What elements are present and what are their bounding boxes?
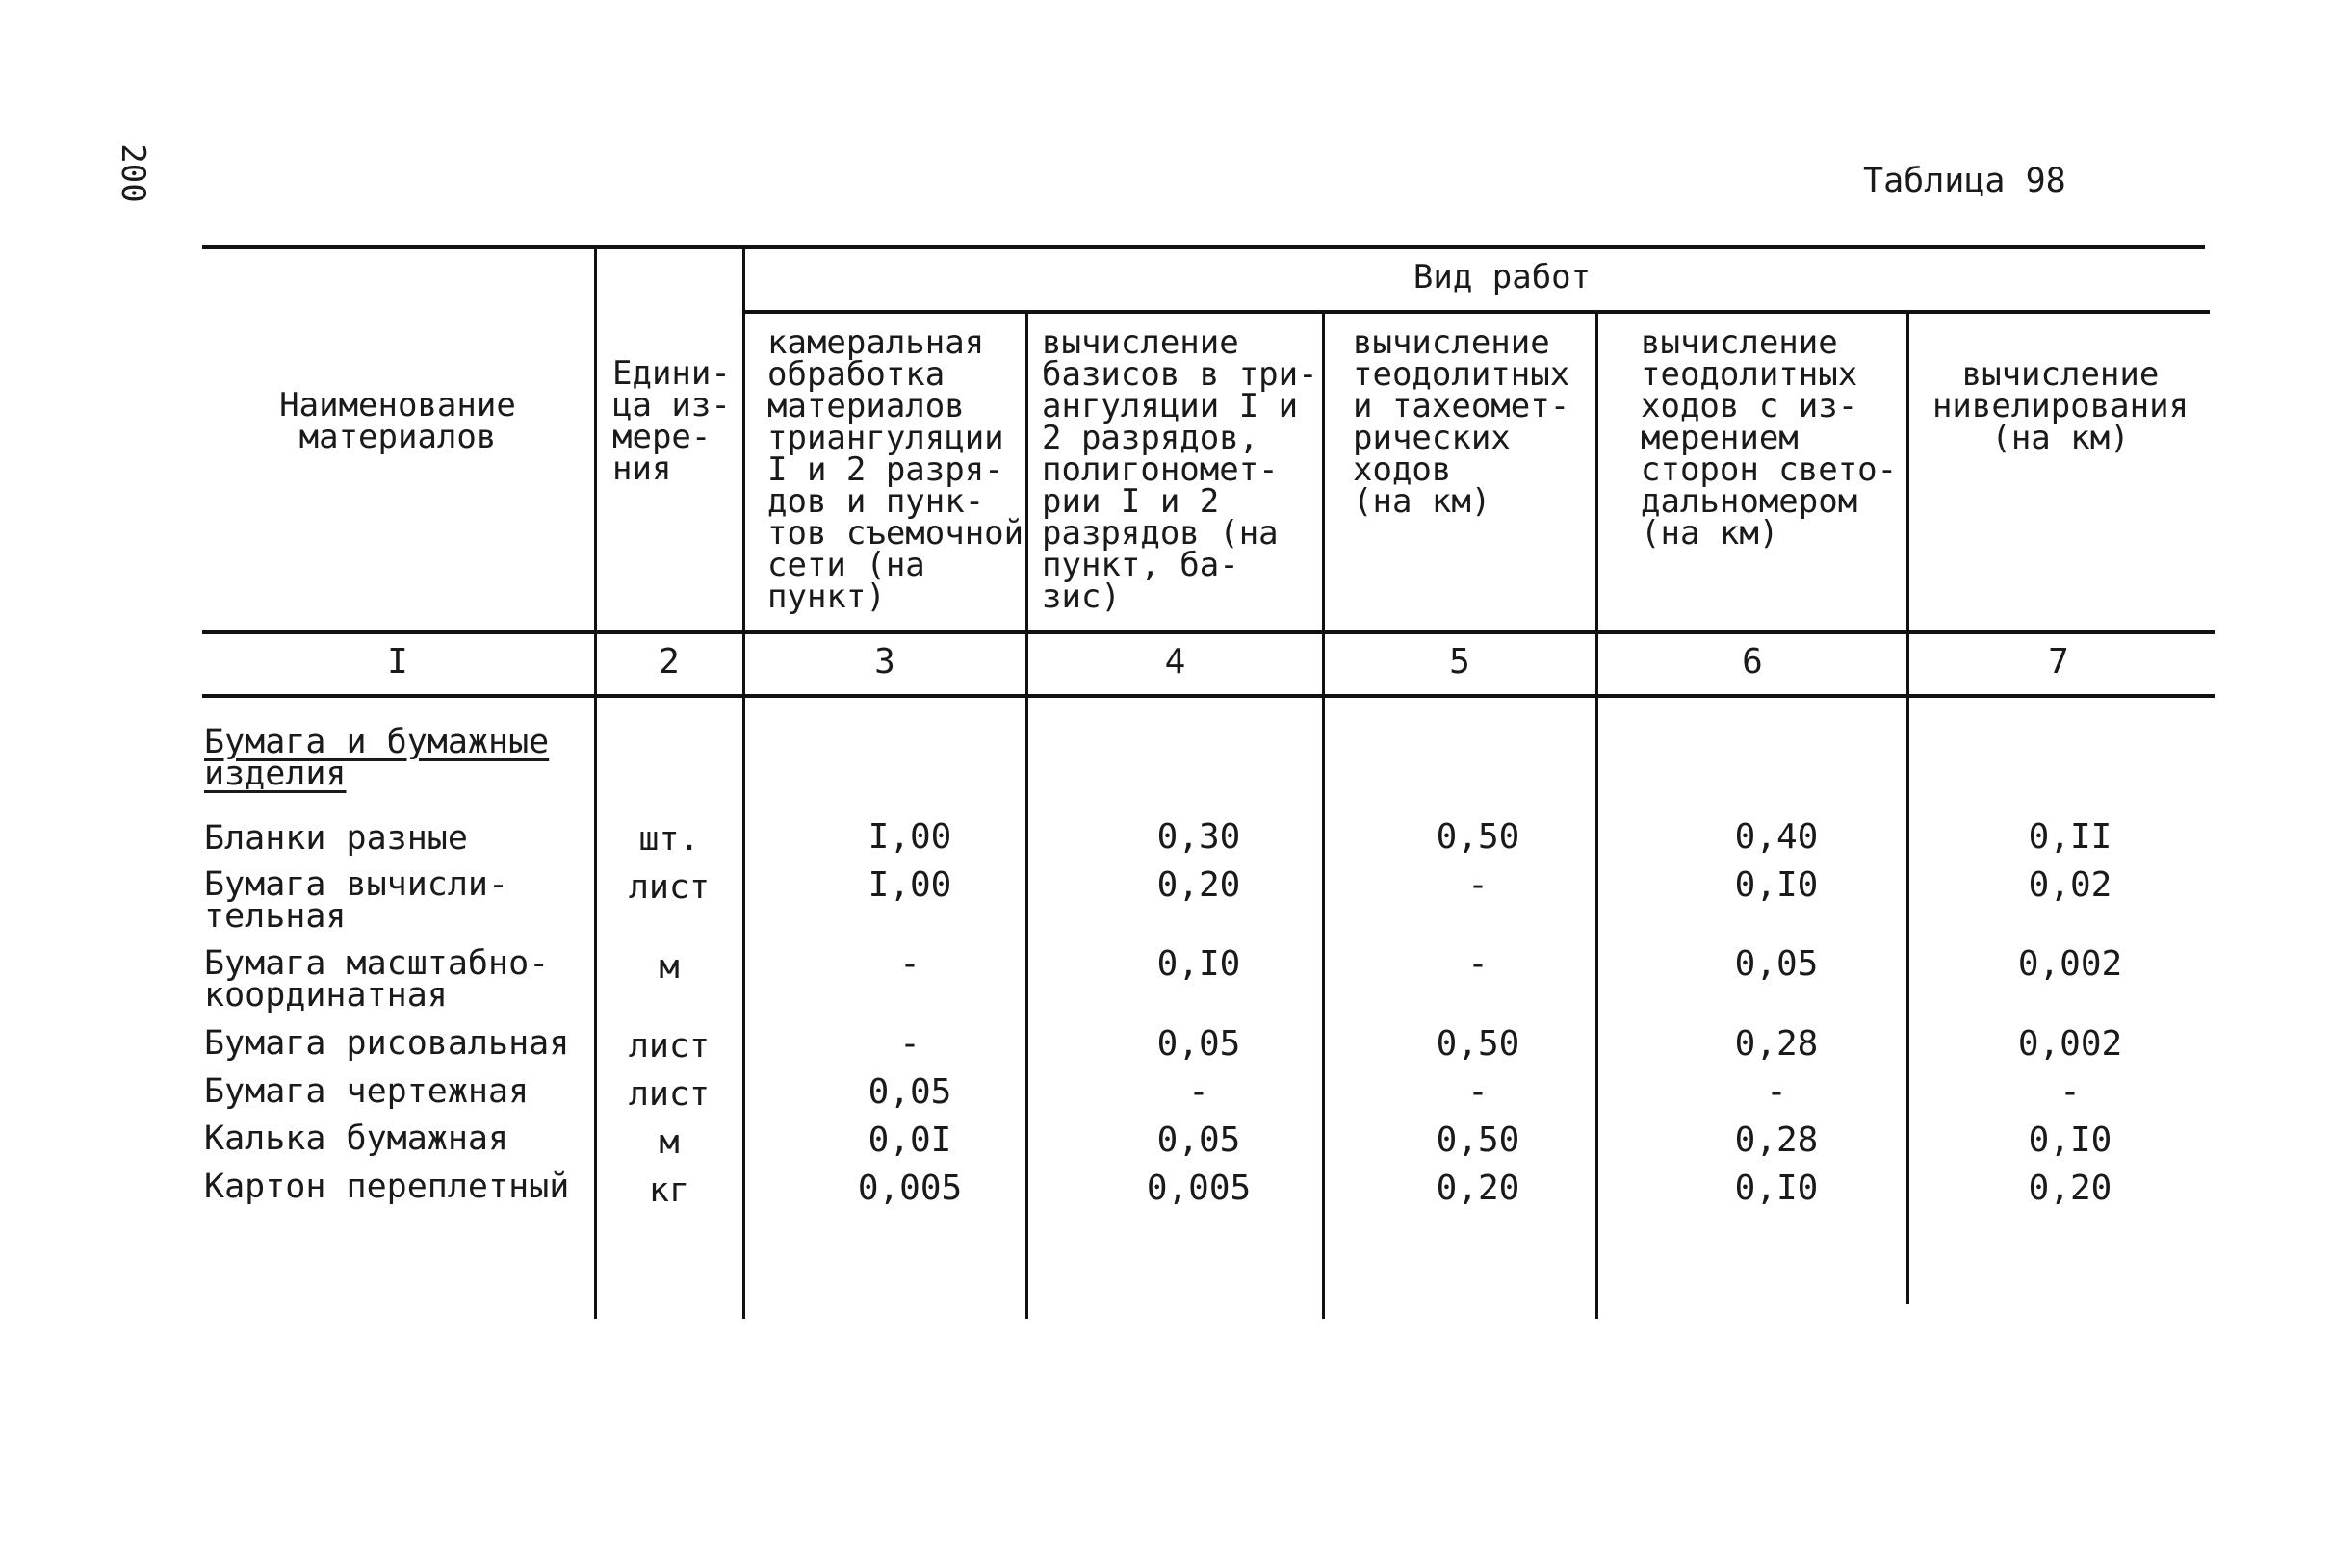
column-number: 2 [659,642,680,681]
row-value-col4: 0,20 [1156,865,1241,905]
row-value-col4: 0,005 [1146,1169,1252,1208]
section-title: Бумага и бумажные изделия [204,723,550,793]
row-value-col7: 0,II [2028,817,2112,857]
row-value-col3: I,00 [868,817,952,857]
row-value-col4: 0,05 [1156,1024,1241,1064]
row-name: Картон переплетный [204,1168,570,1206]
row-value-col7: 0,I0 [2028,1120,2112,1160]
header-name: Наименование материалов [279,386,516,456]
table-top-rule [202,245,2205,249]
row-value-col4: 0,05 [1156,1120,1241,1160]
row-value-col5: - [1467,865,1489,905]
column-divider [742,248,745,1319]
row-value-col6: 0,40 [1734,817,1819,857]
row-name: Калька бумажная [204,1119,509,1158]
row-unit: м [659,1123,680,1162]
page-number: 200 [114,143,152,203]
header-group: Вид работ [1412,258,1592,296]
header-bottom-rule [202,630,2215,634]
row-unit: лист [628,1075,711,1114]
table-title: Таблица 98 [1863,162,2066,200]
header-col3: камеральная обработка материалов триангуляции I и 2 разря- дов и пунк- тов съемочной сети (на пункт) [767,323,1024,616]
row-value-col3: 0,0I [868,1120,952,1160]
row-value-col7: 0,02 [2028,865,2112,905]
row-value-col5: 0,50 [1436,1024,1520,1064]
column-divider [1906,313,1909,1304]
header-col4: вычисление базисов в три- ангуляции I и 2 разрядов, полигономет- рии I и 2 разрядов (на пункт, ба- зис) [1042,323,1318,616]
row-value-col7: 0,20 [2028,1169,2112,1208]
group-header-rule [744,310,2210,314]
row-value-col3: 0,005 [857,1169,963,1208]
column-number: 4 [1164,642,1186,681]
column-divider [1322,313,1325,1319]
row-value-col3: 0,05 [868,1072,952,1112]
header-col5: вычисление теодолитных и тахеомет- рических ходов (на км) [1353,323,1570,521]
column-number: 3 [874,642,895,681]
numbers-bottom-rule [202,694,2215,698]
row-name: Бумага масштабно- координатная [204,944,550,1015]
row-name: Бланки разные [204,819,468,858]
row-unit: кг [648,1171,690,1210]
row-value-col7: 0,002 [2017,944,2123,984]
row-value-col6: 0,I0 [1734,865,1819,905]
column-number: 6 [1742,642,1763,681]
row-name: Бумага рисовальная [204,1024,570,1063]
row-value-col6: - [1766,1072,1787,1112]
column-number: 7 [2048,642,2069,681]
row-value-col4: - [1188,1072,1209,1112]
header-col6: вычисление теодолитных ходов с из- мерением сторон свето- дальномером (на км) [1641,323,1898,553]
row-name: Бумага чертежная [204,1072,530,1111]
header-col7: вычисление нивелирования (на км) [1931,355,2189,457]
row-value-col6: 0,28 [1734,1024,1819,1064]
row-value-col7: - [2060,1072,2081,1112]
row-value-col3: - [899,1024,920,1064]
row-value-col6: 0,05 [1734,944,1819,984]
row-value-col3: - [899,944,920,984]
row-value-col6: 0,28 [1734,1120,1819,1160]
row-value-col5: 0,50 [1436,817,1520,857]
row-value-col5: - [1467,1072,1489,1112]
row-value-col6: 0,I0 [1734,1169,1819,1208]
row-unit: м [659,948,680,987]
column-number: I [387,642,408,681]
row-value-col5: - [1467,944,1489,984]
row-value-col5: 0,50 [1436,1120,1520,1160]
column-number: 5 [1449,642,1470,681]
row-value-col5: 0,20 [1436,1169,1520,1208]
row-value-col3: I,00 [868,865,952,905]
row-value-col7: 0,002 [2017,1024,2123,1064]
row-unit: лист [628,868,711,907]
header-unit: Едини- ца из- мере- ния [612,354,731,488]
row-name: Бумага вычисли- тельная [204,865,509,936]
row-value-col4: 0,30 [1156,817,1241,857]
row-unit: шт. [638,820,700,859]
row-value-col4: 0,I0 [1156,944,1241,984]
row-unit: лист [628,1027,711,1066]
